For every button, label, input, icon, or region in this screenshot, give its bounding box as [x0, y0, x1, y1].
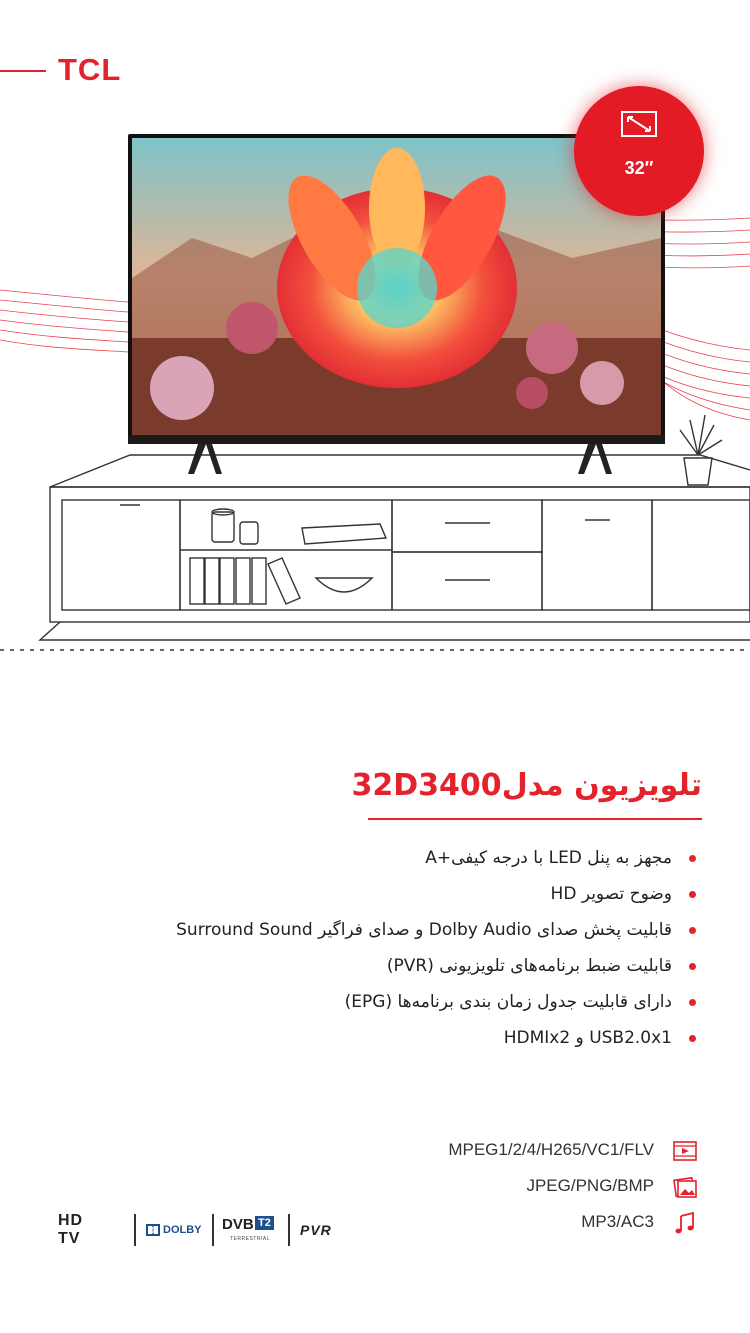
bullet-icon: [689, 855, 696, 862]
logo-separator: [288, 1214, 290, 1246]
bullet-icon: [689, 927, 696, 934]
list-item: قابلیت پخش صدای Dolby Audio و صدای فراگیر Surround Sound: [62, 912, 702, 948]
bullet-icon: [689, 891, 696, 898]
title-underline: [368, 818, 702, 820]
dolby-icon: [146, 1224, 160, 1236]
video-file-icon: [672, 1138, 698, 1164]
dvb-t2-logo: DVB T2 TERRESTRIAL: [222, 1210, 278, 1250]
format-image-text: JPEG/PNG/BMP: [526, 1176, 654, 1195]
list-item: USB2.0x1 و HDMIx2: [62, 1020, 702, 1056]
logo-separator: [212, 1214, 214, 1246]
bullet-icon: [689, 1035, 696, 1042]
logo-separator: [134, 1214, 136, 1246]
list-item: مجهز به پنل LED با درجه کیفی+A: [62, 840, 702, 876]
brand-logo: TCL: [58, 52, 122, 87]
screen-size-label: 32″: [624, 158, 654, 178]
feature-list: [62, 840, 702, 1056]
bullet-icon: [689, 999, 696, 1006]
tv-stand-legs: [128, 440, 665, 480]
screen-size-icon: [620, 110, 658, 140]
list-item: قابلیت ضبط برنامه‌های تلویزیونی (PVR): [62, 948, 702, 984]
format-video-text: MPEG1/2/4/H265/VC1/FLV: [448, 1140, 654, 1159]
hdtv-logo: HD TV: [58, 1212, 84, 1247]
list-item: دارای قابلیت جدول زمان بندی برنامه‌ها (EPG): [62, 984, 702, 1020]
product-title: تلویزیون مدل32D3400: [351, 768, 702, 803]
pvr-logo: PVR: [300, 1222, 332, 1238]
list-item: وضوح تصویر HD: [62, 876, 702, 912]
bullet-icon: [689, 963, 696, 970]
dolby-logo: DOLBY: [146, 1210, 202, 1250]
screen-size-badge: [574, 86, 704, 216]
image-file-icon: [672, 1174, 698, 1200]
format-audio-text: MP3/AC3: [581, 1212, 654, 1231]
music-note-icon: [672, 1210, 698, 1236]
